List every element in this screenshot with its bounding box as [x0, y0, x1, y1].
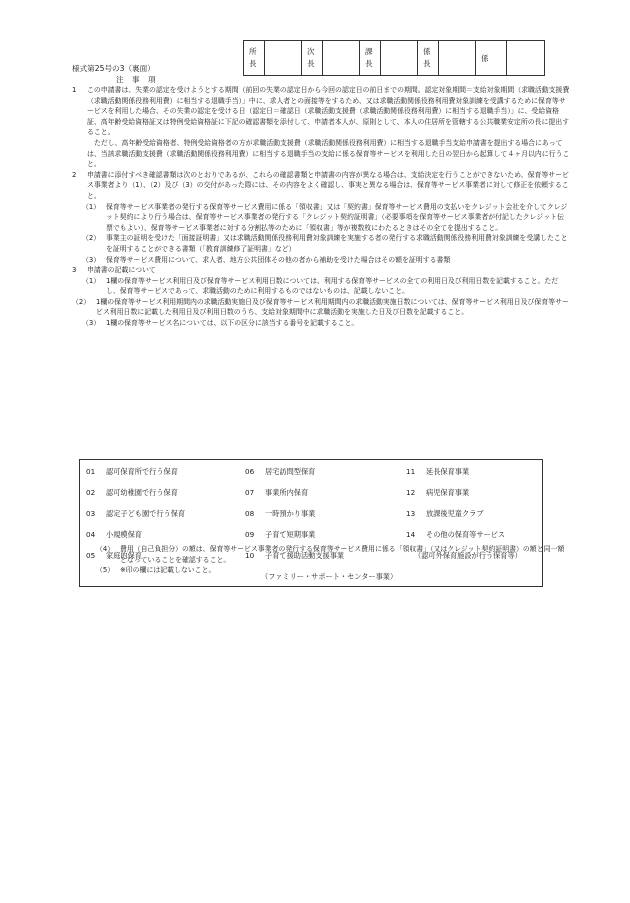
sub-number: （2） [82, 234, 101, 243]
approval-stamp-table [243, 40, 545, 76]
note-text: 申請書の記載について [87, 266, 156, 275]
note-text: 申請書に添付すべき確認書類は次のとおりであるが、これらの確認書類と申請書の内容が異なる場合は、支給決定を行うことができないため、保育等サービス事業者より（1）、（2）及び（3）の交付があった際には、その内容をよく確認し、事実と異なる場合は、保育等サービス事業者に対して修正を依頼すること。 [87, 170, 569, 200]
footer-notes [96, 544, 566, 576]
category-item: 12 病児保育事業 [406, 488, 470, 497]
note-3-sub-2 [72, 297, 570, 318]
sub-number: （1） [82, 276, 101, 285]
note-3-sub-3 [72, 318, 570, 329]
notes-body [72, 85, 570, 329]
category-item: 10 子育て援助活動支援事業 [245, 551, 345, 560]
sub-text: 1欄の保育等サービス利用日及び保育等サービス利用日数については、利用する保育等サービスの全ての利用日及び利用日数を記載すること。ただし、保育等サービスであって、求職活動のために利用するものではないものは、記載しないこと。 [106, 276, 559, 296]
sub-text: 1欄の保育等サービス利用期間内の求職活動実施日及び保育等サービス利用期間内の求職活動実施日数については、保育等サービス利用日及び保育等サービス利用日数に記載した利用日及び利用日数のうち、支給対象期間中に求職活動を実施した日及び日数を記載すること。 [96, 297, 569, 317]
sub-number: （4） [96, 545, 115, 553]
stamp-field-4 [439, 41, 476, 76]
category-item: 02 認可幼稚園で行う保育 [86, 488, 178, 497]
note-2-sub-1 [72, 202, 570, 234]
category-item: 07 事業所内保育 [245, 488, 309, 497]
stamp-field-2 [323, 41, 360, 76]
note-3-sub-1 [72, 276, 570, 297]
category-item: 11 延長保育事業 [406, 467, 470, 476]
sub-number: （2） [72, 297, 91, 306]
sub-text: 保育等サービス費用について、求人者、地方公共団体その他の者から補助を受けた場合はその額を証明する書類 [106, 255, 451, 264]
sub-text: 費用（自己負担分）の額は、保育等サービス事業者の発行する保育等サービス費用に係る「領収書」（又はクレジット契約証明書）の額と同一額となっていることを確認すること。 [120, 545, 565, 564]
category-10-note: （ファミリー・サポート・センター事業） [261, 572, 398, 581]
note-2 [72, 170, 570, 202]
category-item: 08 一時預かり事業 [245, 509, 316, 518]
sub-text: 保育等サービス事業者の発行する保育等サービス費用に係る「領収書」又は「契約書」保育等サービス費用の支払いをクレジット会社を介してクレジット契約により行う場合は、保育等サービス事業者の発行する「クレジット契約証明書」（必要事項を保育等サービス事業者が付記したクレジット伝票でもよい）、保育等サービス事業者に対する分割払等のために「領収書」等が複数枚にわたるときはその全てを提出すること。 [106, 202, 568, 232]
note-text: この申請書は、失業の認定を受けようとする期間（前回の失業の認定日から今回の認定日の前日までの期間。認定対象期間＝支給対象期間（求職活動支援費（求職活動関係役務利用費）に相当する退職手当）」中に、求人者との面接等をするため、又は求職活動関係役務利用費対象訓練を受講するために保育等サービスを利用した場合、その失業の認定を受ける日（認定日＝確認日（求職活動支援費（求職活動関係役務利用費）に相当する退職手当）」に、受給資格証、高年齢受給資格証又は特例受給資格証に下記の確認書類を添付して、申請者本人が、原則として、本人の住居所を管轄する公共職業安定所の長に提出すること。 [87, 86, 570, 137]
note-3 [72, 265, 570, 276]
category-item: 05 家庭的保育 [86, 551, 142, 560]
category-item: 06 居宅訪問型保育 [245, 467, 316, 476]
sub-number: （5） [96, 566, 115, 575]
form-number-label: 様式第25号の3（裏面） [72, 64, 155, 73]
category-item: 04 小規模保育 [86, 530, 142, 539]
stamp-field-1 [265, 41, 302, 76]
stamp-field-5 [507, 41, 545, 76]
note-number: 2 [72, 170, 77, 179]
category-14-note: （認可外保育施設が行う保育等） [414, 551, 522, 560]
sub-number: （1） [82, 202, 101, 211]
stamp-label-5: 係 [476, 41, 507, 76]
category-item: 09 子育て短期事業 [245, 530, 316, 539]
note-1 [72, 85, 570, 138]
note-2-sub-3 [72, 255, 570, 266]
stamp-label-2: 次 長 [302, 41, 323, 76]
footer-note-4 [96, 544, 566, 565]
note-number: 1 [72, 86, 77, 94]
sub-text: ※印の欄には記載しないこと。 [120, 566, 216, 575]
category-item: 13 放課後児童クラブ [406, 509, 484, 518]
stamp-label-4: 係 長 [418, 41, 439, 76]
sub-text: 1欄の保育等サービス名については、以下の区分に該当する番号を記載すること。 [106, 319, 359, 328]
note-1-proviso: ただし、高年齢受給資格者、特例受給資格者の方が求職活動支援費（求職活動関係役務利用費）に相当する退職手当支給申請書を提出する場合にあっては、当該求職活動支援費（求職活動関係役務利用費）に相当する退職手当の支給に係る保育等サービスを利用した日の翌日から起算して４ヶ月以内に行うこと。 [87, 138, 570, 169]
note-2-sub-2 [72, 233, 570, 254]
sub-number: （3） [82, 255, 101, 264]
category-item: 14 その他の保育等サービス [406, 530, 506, 539]
stamp-label-3: 課 長 [360, 41, 381, 76]
stamp-field-3 [381, 41, 418, 76]
notes-title: 注 事 項 [116, 75, 159, 84]
stamp-label-1: 所 長 [244, 41, 265, 76]
sub-text: 事業主の証明を受けた「面接証明書」又は求職活動関係役務利用費対象訓練を実施する者の発行する求職活動関係役務利用費対象訓練を受講したことを証明することができる書類（「教育訓練修了証明書」など） [106, 234, 568, 253]
footer-note-5 [96, 565, 566, 576]
note-number: 3 [72, 266, 77, 275]
category-item: 03 認定子ども園で行う保育 [86, 509, 186, 518]
sub-number: （3） [82, 319, 101, 328]
category-item: 01 認可保育所で行う保育 [86, 467, 178, 476]
